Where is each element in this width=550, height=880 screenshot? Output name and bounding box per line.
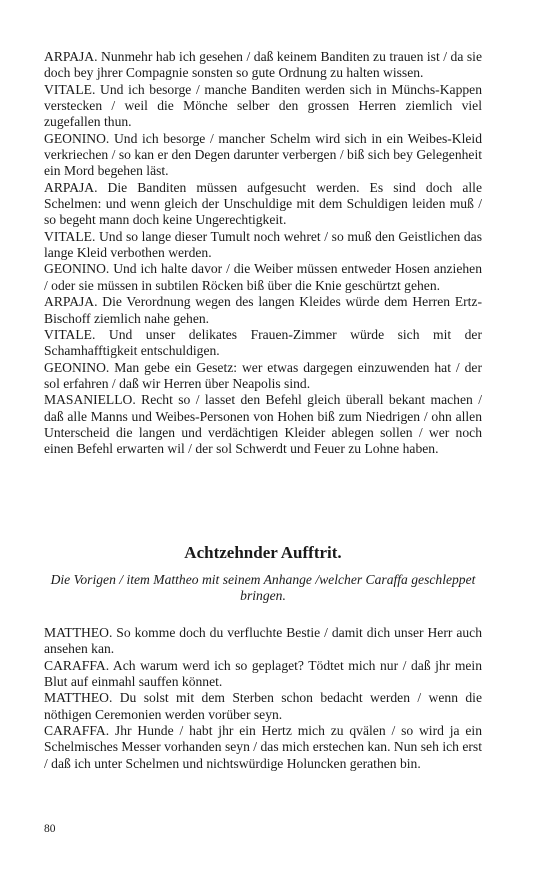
scene-heading: Achtzehnder Aufftrit. — [184, 543, 342, 562]
dialogue-block-1 — [44, 49, 482, 458]
speech-mattheo-2: MATTHEO. Du solst mit dem Sterben schon bedacht werden / wenn die nöthigen Ceremonien werden vorüber seyn. — [44, 690, 482, 722]
dialogue-block-2 — [44, 625, 482, 772]
speech-vitale-2: VITALE. Und so lange dieser Tumult noch wehret / so muß den Geistlichen das lange Kleid verbothen werden. — [44, 228, 482, 261]
speech-caraffa-2: CARAFFA. Jhr Hunde / habt jhr ein Hertz mich zu qvälen / so wird ja ein Schelmisches Messer vorhanden seyn / das mich erstechen kan. Nun seh ich erst / daß ich unter Schelmen und nichtswürdige Holuncken gerathen bin. — [44, 723, 482, 771]
speech-geonino-2: GEONINO. Und ich halte davor / die Weiber müssen entweder Hosen anziehen / oder sie müssen in subtilen Röcken biß über die Knie geschürtzt gehen. — [44, 261, 482, 293]
page-number: 80 — [44, 823, 56, 835]
stage-direction: Die Vorigen / item Mattheo mit seinem Anhange /welcher Caraffa geschleppet bringen. — [50, 572, 476, 604]
speech-arpaja-1: ARPAJA. Nunmehr hab ich gesehen / daß keinem Banditen zu trauen ist / da sie doch bey jhrer Compagnie sonsten so gute Ordnung zu halten wissen. — [44, 49, 482, 81]
speech-caraffa-1: CARAFFA. Ach warum werd ich so geplaget? Tödtet mich nur / daß jhr mein Blut auf einmahl sauffen könnet. — [44, 657, 482, 690]
speech-mattheo-1: MATTHEO. So komme doch du verfluchte Bestie / damit dich unser Herr auch ansehen kan. — [44, 625, 482, 657]
speech-geonino-3: GEONINO. Man gebe ein Gesetz: wer etwas dargegen einzuwenden hat / der sol erfahren / daß wir Herren über Neapolis sind. — [44, 359, 482, 391]
speech-vitale-1: VITALE. Und ich besorge / manche Banditen werden sich in Münchs-Kappen verstecken / weil die Mönche selber den grossen Herren ziemlich viel zugefallen thun. — [44, 81, 482, 130]
speech-masaniello-1: MASANIELLO. Recht so / lasset den Befehl gleich überall bekant machen / daß alle Manns und Weibes-Personen von Hohen biß zum Niedrigen / ohn allen Unterscheid die langen und verdächtigen Kleider ablegen sollen / wer noch einen Befehl erwarten wil / der sol Schwerdt und Feuer zu Lohne haben. — [44, 392, 482, 457]
speech-geonino-1: GEONINO. Und ich besorge / mancher Schelm wird sich in ein Weibes-Kleid verkriechen / so kan er den Degen darunter verbergen / biß sich bey Gelegenheit ein Mord begehen läst. — [44, 130, 482, 179]
speech-vitale-3: VITALE. Und unser delikates Frauen-Zimmer würde sich mit der Schamhafftigkeit entschuldigen. — [44, 326, 482, 359]
speech-arpaja-3: ARPAJA. Die Verordnung wegen des langen Kleides würde dem Herren Ertz-Bischoff ziemlich nahe gehen. — [44, 294, 482, 326]
speech-arpaja-2: ARPAJA. Die Banditen müssen aufgesucht werden. Es sind doch alle Schelmen: und wenn gleich der Unschuldige mit dem Schuldigen leiden muß / so begeht mann doch keine Ungerechtigkeit. — [44, 179, 482, 228]
